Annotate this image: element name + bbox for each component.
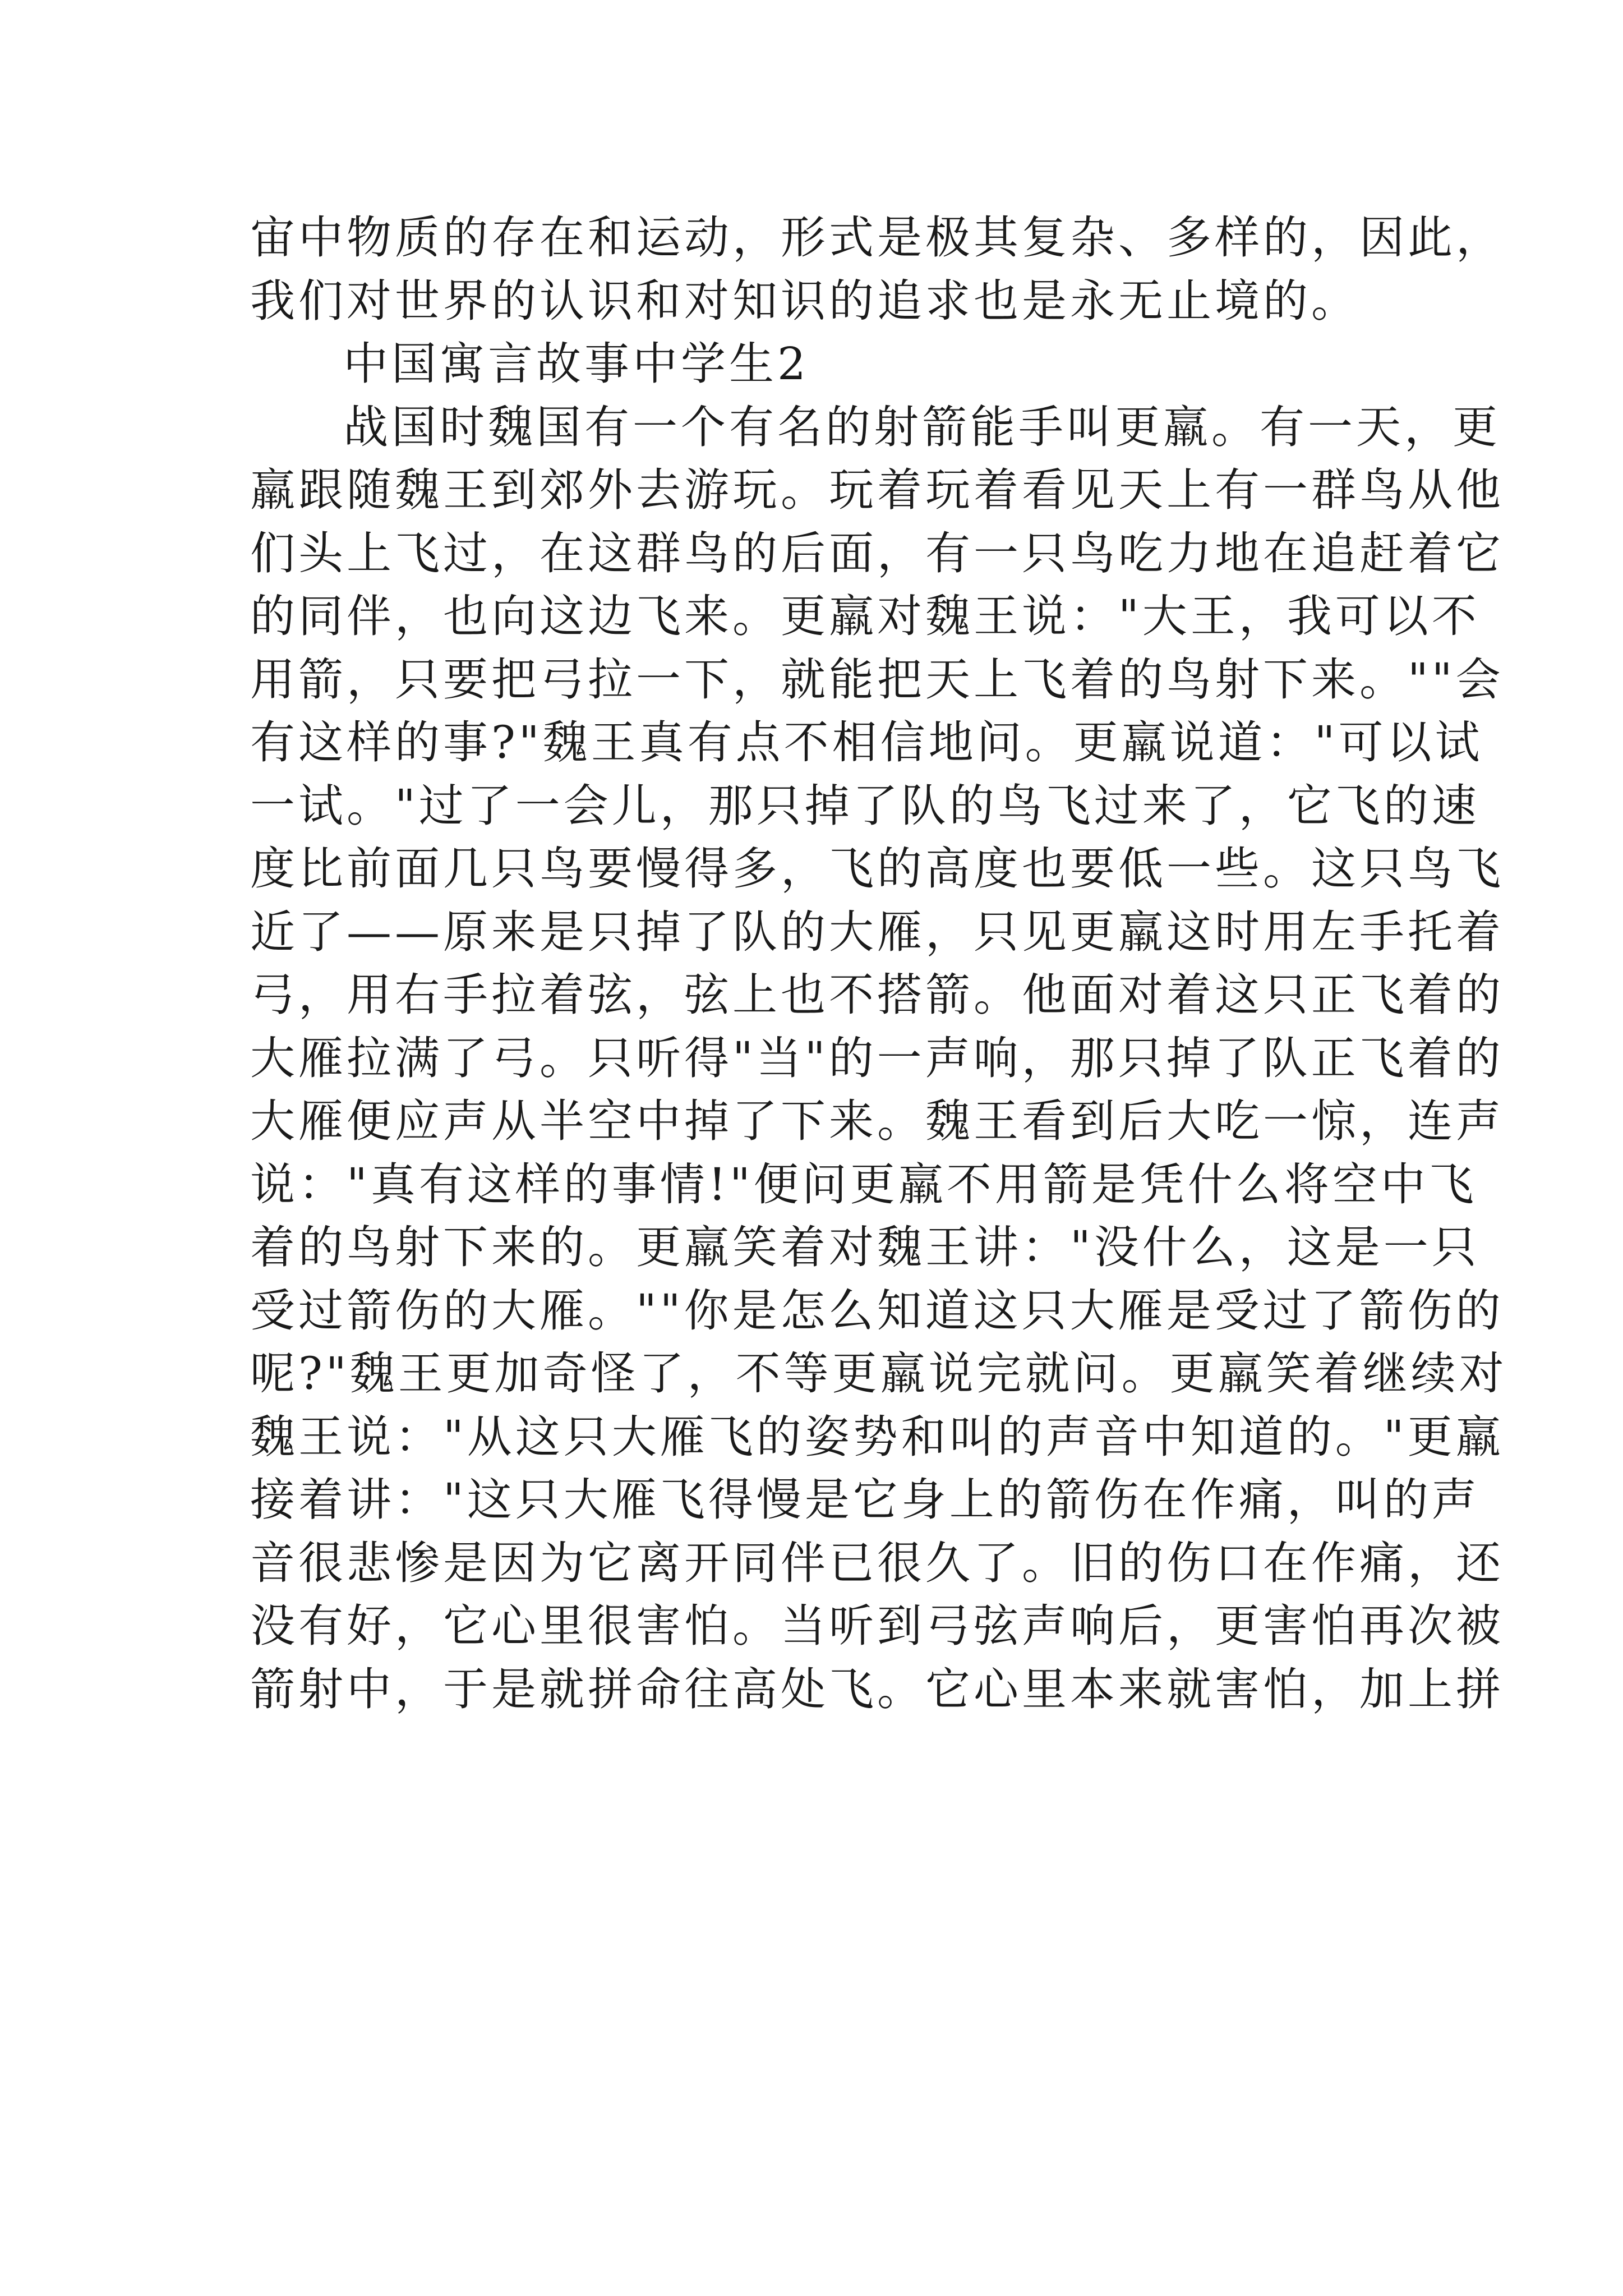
text-line: 受过箭伤的大雁。""你是怎么知道这只大雁是受过了箭伤的 [250, 1284, 1504, 1337]
text-line: 大雁拉满了弓。只听得"当"的一声响，那只掉了队正飞着的 [250, 1032, 1504, 1084]
text-line: 魏王说："从这只大雁飞的姿势和叫的声音中知道的。"更羸 [250, 1410, 1504, 1463]
text-line: 大雁便应声从半空中掉了下来。魏王看到后大吃一惊，连声 [250, 1095, 1504, 1147]
text-line: 接着讲："这只大雁飞得慢是它身上的箭伤在作痛，叫的声 [250, 1474, 1480, 1526]
text-line: 一试。"过了一会儿，那只掉了队的鸟飞过来了，它飞的速 [250, 779, 1480, 832]
text-line: 箭射中，于是就拼命往高处飞。它心里本来就害怕，加上拼 [250, 1663, 1504, 1715]
text-line: 呢?"魏王更加奇怪了，不等更羸说完就问。更羸笑着继续对 [250, 1347, 1507, 1400]
text-line: 有这样的事?"魏王真有点不相信地问。更羸说道："可以试 [250, 716, 1483, 769]
text-line: 羸跟随魏王到郊外去游玩。玩着玩着看见天上有一群鸟从他 [250, 464, 1504, 516]
body-text [250, 206, 1507, 1721]
text-line: 没有好，它心里很害怕。当听到弓弦声响后，更害怕再次被 [250, 1600, 1504, 1652]
paragraph-first-line: 战国时魏国有一个有名的射箭能手叫更羸。有一天，更 [343, 401, 1501, 453]
text-line: 用箭，只要把弓拉一下，就能把天上飞着的鸟射下来。""会 [250, 653, 1504, 706]
text-line: 度比前面几只鸟要慢得多，飞的高度也要低一些。这只鸟飞 [250, 843, 1504, 895]
text-line: 近了——原来是只掉了队的大雁，只见更羸这时用左手托着 [250, 905, 1504, 958]
text-line: 说："真有这样的事情!"便问更羸不用箭是凭什么将空中飞 [250, 1158, 1477, 1211]
text-line: 弓，用右手拉着弦，弦上也不搭箭。他面对着这只正飞着的 [250, 969, 1504, 1021]
text-line: 音很悲惨是因为它离开同伴已很久了。旧的伤口在作痛，还 [250, 1536, 1504, 1589]
text-line: 宙中物质的存在和运动，形式是极其复杂、多样的，因此， [250, 211, 1504, 264]
text-line: 们头上飞过，在这群鸟的后面，有一只鸟吃力地在追赶着它 [250, 527, 1504, 579]
text-line: 着的鸟射下来的。更羸笑着对魏王讲："没什么，这是一只 [250, 1221, 1480, 1273]
section-heading: 中国寓言故事中学生2 [343, 338, 809, 390]
text-line: 的同伴，也向这边飞来。更羸对魏王说："大王，我可以不 [250, 590, 1480, 642]
text-line: 我们对世界的认识和对知识的追求也是永无止境的。 [250, 274, 1359, 327]
